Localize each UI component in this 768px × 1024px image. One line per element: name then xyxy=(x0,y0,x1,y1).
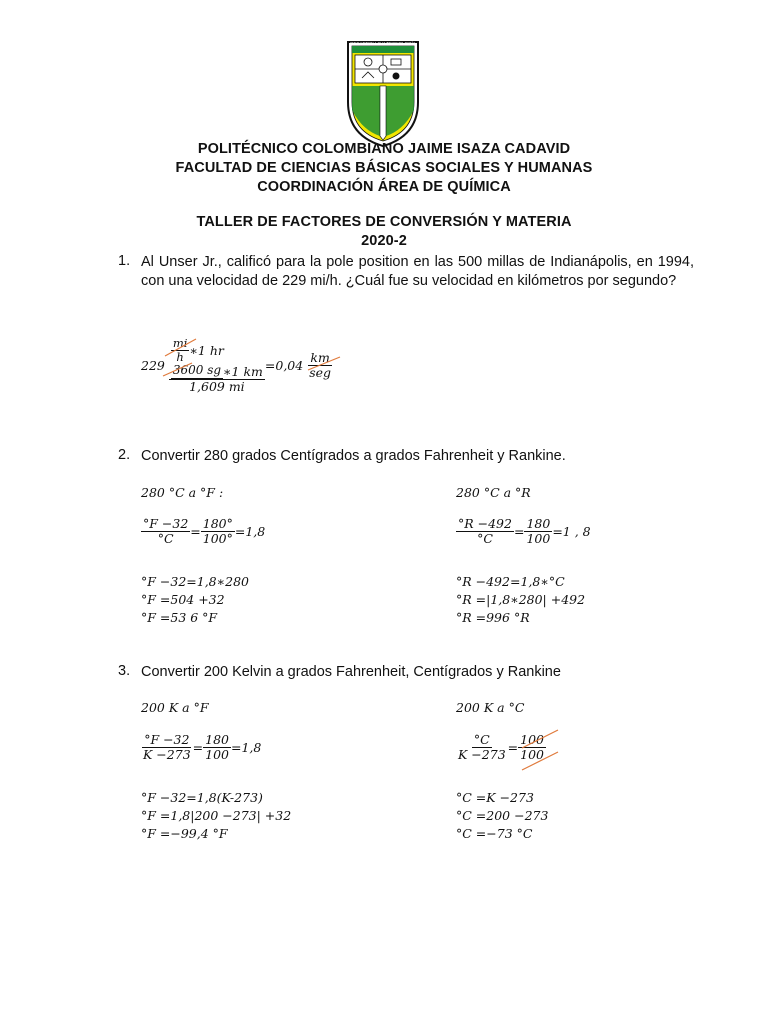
p2-right-ratio: $\frac{^\circ R -492}{^\circ C}$ = $\frac{180}{100}$ =1 , 8 xyxy=(458,516,591,547)
p3-right-r-num: 100 xyxy=(520,732,544,747)
p3-left-line2: °F =1,8|200 −273| +32 xyxy=(141,808,292,823)
p1-h: h xyxy=(176,350,184,365)
p2-right-line1: °R −492=1,8∗°C xyxy=(456,574,565,589)
p1-one-hr: ∗1 hr xyxy=(189,342,224,358)
p2-left-r-den: 100° xyxy=(202,531,233,547)
p2-left-den: °C xyxy=(157,531,174,547)
p2-right-r-num: 180 xyxy=(526,516,551,531)
problem-3-number: 3. xyxy=(118,663,131,679)
p2-left-r-val: =1,8 xyxy=(234,524,266,540)
p2-left-line1: °F −32=1,8∗280 xyxy=(141,574,249,589)
problem-1-text: Al Unser Jr., calificó para la pole position en las 500 millas de Indianápolis, en 1994, con una velocidad de 229 mi/h. ¿Cuál fue su velocidad en kilómetros por segundo? xyxy=(141,254,694,289)
p3-right-den: K −273 xyxy=(458,747,506,763)
p3-left-ratio: $\frac{^\circ F -32}{K -273}$ = $\frac{180}{100}$ =1,8 xyxy=(143,732,262,763)
p2-left-ratio: $\frac{^\circ F -32}{^\circ C}$ = $\frac{180^\circ}{100^\circ}$ =1,8 xyxy=(143,516,266,547)
p3-left-heading: 200 K a °F xyxy=(141,700,209,715)
document-period: 2020-2 xyxy=(361,233,407,249)
p3-right-line3: °C =−73 °C xyxy=(456,826,533,841)
p3-right-r-den: 100 xyxy=(520,747,544,763)
p3-left-line3: °F =−99,4 °F xyxy=(141,826,228,841)
institution-crest-logo xyxy=(346,40,420,148)
p1-result-equals: =0,04 xyxy=(264,358,304,374)
p1-km: km xyxy=(310,349,330,365)
p3-left-den: K −273 xyxy=(143,747,191,763)
p3-cancel-strokes xyxy=(518,726,566,774)
p3-left-num: °F −32 xyxy=(144,732,190,747)
problem-1-number: 1. xyxy=(118,253,131,269)
p2-right-den: °C xyxy=(477,531,493,547)
p3-left-r-val: =1,8 xyxy=(231,740,262,756)
header-coordination: COORDINACIÓN ÁREA DE QUÍMICA xyxy=(257,179,511,195)
p2-left-num: °F −32 xyxy=(143,516,189,531)
p2-left-heading: 280 °C a °F : xyxy=(141,485,224,500)
p1-1609-mi: 1,609 mi xyxy=(189,379,245,395)
document-title: TALLER DE FACTORES DE CONVERSIÓN Y MATERIA xyxy=(196,214,572,230)
p1-seg: seg xyxy=(309,365,332,381)
problem-2-number: 2. xyxy=(118,447,131,463)
p3-left-line1: °F −32=1,8(K-273) xyxy=(141,790,263,805)
p2-left-line2: °F =504 +32 xyxy=(141,592,225,607)
p3-right-ratio: $\frac{^\circ C}{K -273}$ = $\frac{100}{100}$ xyxy=(458,732,544,763)
p1-cancel-strokes xyxy=(160,330,350,380)
p1-mi: mi xyxy=(172,336,188,350)
p2-left-r-num: 180° xyxy=(202,516,233,531)
p1-3600-sg: 3600 sg xyxy=(172,363,222,378)
p2-right-num: °R −492 xyxy=(458,516,512,531)
p2-right-r-den: 100 xyxy=(526,531,551,547)
p3-left-r-num: 180 xyxy=(205,732,229,747)
header-institution: POLITÉCNICO COLOMBIANO JAIME ISAZA CADAVID xyxy=(197,141,571,157)
p3-right-heading: 200 K a °C xyxy=(456,700,525,715)
p2-right-line2: °R =|1,8∗280| +492 xyxy=(456,592,586,607)
p2-right-line3: °R =996 °R xyxy=(456,610,530,625)
p3-right-line1: °C =K −273 xyxy=(456,790,534,805)
p1-lead-value: 229 xyxy=(141,358,165,374)
problem-3-text: Convertir 200 Kelvin a grados Fahrenheit, Centígrados y Rankine xyxy=(141,664,561,680)
p2-left-line3: °F =53 6 °F xyxy=(141,610,218,625)
p3-right-line2: °C =200 −273 xyxy=(456,808,549,823)
p1-one-km: ∗1 km xyxy=(223,363,263,379)
header-faculty: FACULTAD DE CIENCIAS BÁSICAS SOCIALES Y HUMANAS xyxy=(175,160,593,176)
p2-right-heading: 280 °C a °R xyxy=(456,485,531,500)
crest-banner-text: DESARROLLO Y TECNOLOGÍA xyxy=(350,41,416,46)
problem-2-text: Convertir 280 grados Centígrados a grados Fahrenheit y Rankine. xyxy=(141,448,566,464)
p3-right-num: °C xyxy=(473,732,490,747)
p2-right-r-val: =1 , 8 xyxy=(552,524,591,540)
p3-left-r-den: 100 xyxy=(205,747,229,763)
